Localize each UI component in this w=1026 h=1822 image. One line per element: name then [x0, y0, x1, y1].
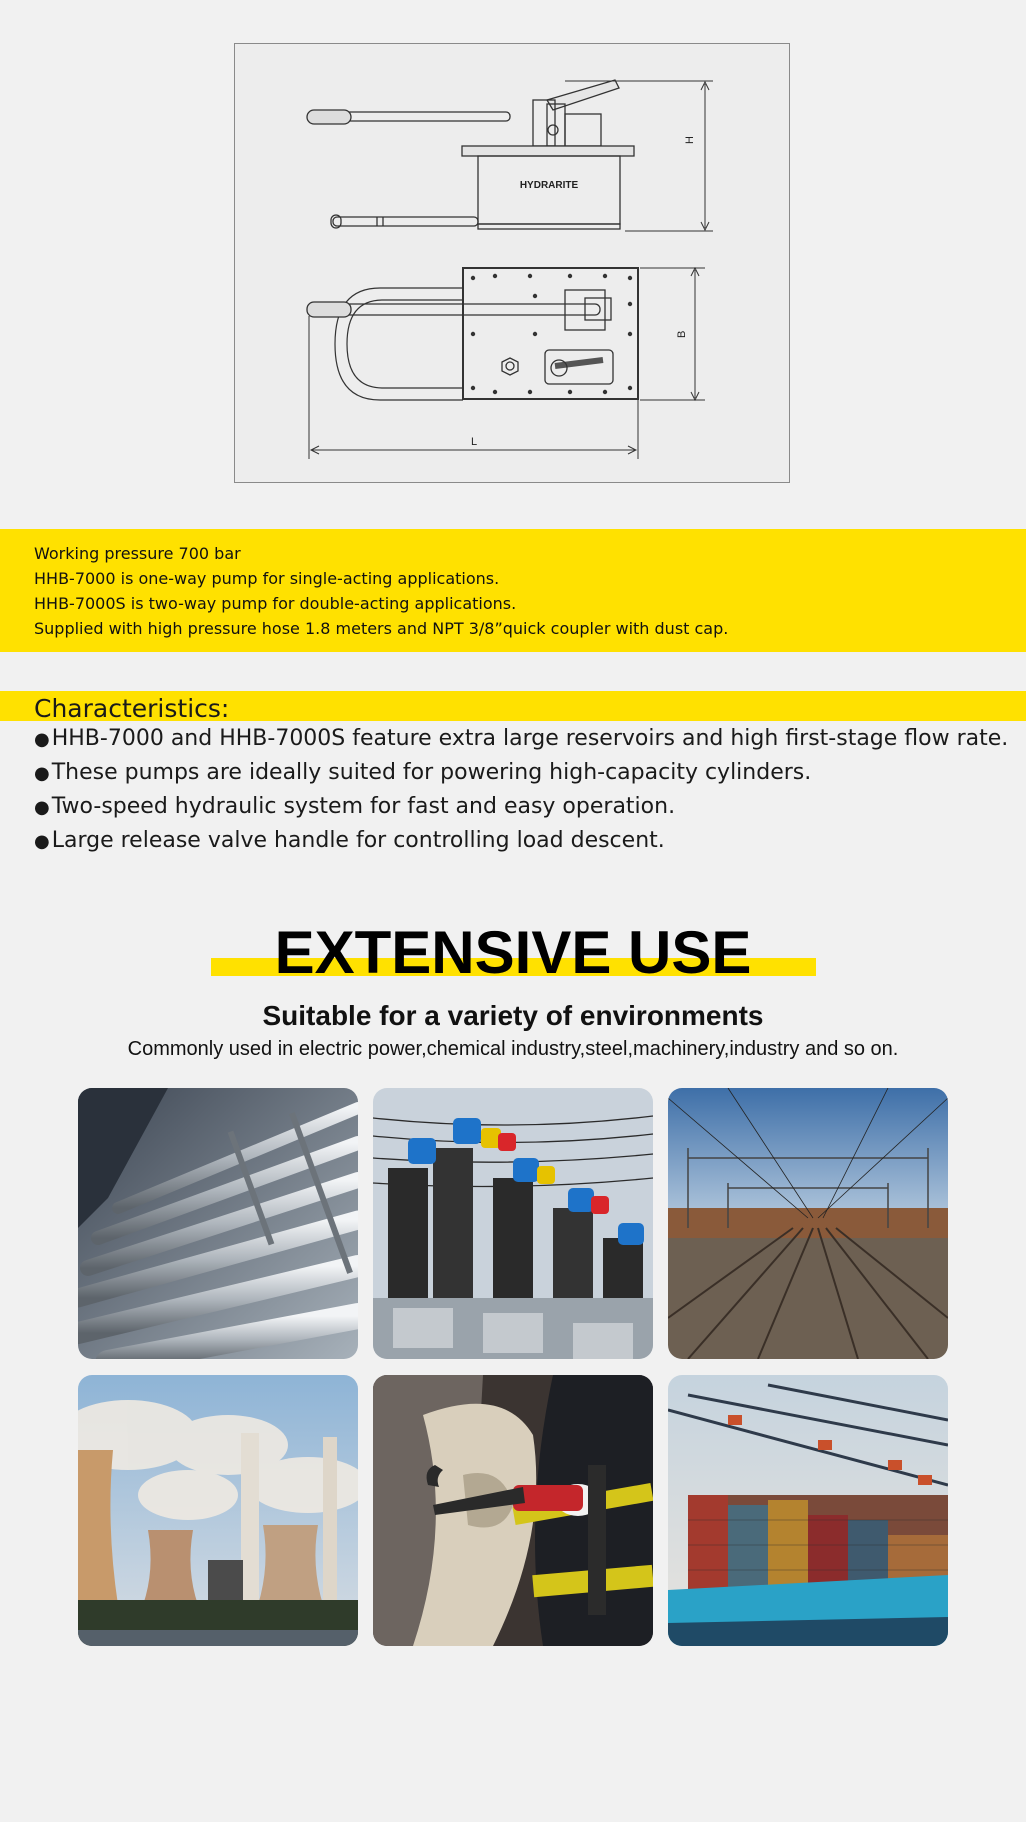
spec-line: Working pressure 700 bar — [34, 544, 241, 563]
characteristic-text: Large release valve handle for controlling load descent. — [51, 828, 665, 853]
rescue-hydraulic-tool-photo — [373, 1375, 653, 1646]
pipelines-photo — [78, 1088, 358, 1359]
characteristic-item — [34, 824, 1024, 858]
extensive-use-subtitle: Suitable for a variety of environments — [262, 1000, 764, 1031]
characteristic-item — [34, 790, 1024, 824]
spec-line: HHB-7000 is one-way pump for single-acting applications. — [34, 569, 500, 588]
spec-line: HHB-7000S is two-way pump for double-acting applications. — [34, 594, 517, 613]
characteristic-text: HHB-7000 and HHB-7000S feature extra large reservoirs and high first-stage flow rate. — [51, 726, 1009, 751]
dimension-label-b: B — [676, 330, 688, 338]
characteristics-header-bar — [0, 691, 1026, 721]
characteristic-text: Two-speed hydraulic system for fast and easy operation. — [51, 794, 676, 819]
pump-dimension-diagram — [234, 43, 790, 483]
characteristic-item — [34, 756, 1024, 790]
bullet-icon: ● — [34, 729, 50, 750]
characteristics-heading: Characteristics: — [34, 694, 230, 723]
bullet-icon: ● — [34, 831, 50, 852]
specifications-list — [0, 529, 1026, 641]
extensive-use-description: Commonly used in electric power,chemical industry,steel,machinery,industry and so on. — [127, 1038, 899, 1060]
characteristics-list — [34, 722, 1024, 858]
dimension-label-h: H — [684, 136, 696, 144]
pump-drawing — [235, 44, 791, 484]
spec-line: Supplied with high pressure hose 1.8 meters and NPT 3/8”quick coupler with dust cap. — [34, 619, 729, 638]
dimension-label-l: L — [471, 436, 478, 448]
electric-insulators-photo — [373, 1088, 653, 1359]
railway-tracks-photo — [668, 1088, 948, 1359]
extensive-use-title: EXTENSIVE USE — [274, 919, 752, 986]
bullet-icon: ● — [34, 797, 50, 818]
bullet-icon: ● — [34, 763, 50, 784]
specifications-band — [0, 529, 1026, 652]
characteristic-item — [34, 722, 1024, 756]
characteristic-text: These pumps are ideally suited for powering high-capacity cylinders. — [51, 760, 812, 785]
power-plant-cooling-towers-photo — [78, 1375, 358, 1646]
container-port-cranes-photo — [668, 1375, 948, 1646]
brand-label: HYDRARITE — [519, 180, 579, 191]
